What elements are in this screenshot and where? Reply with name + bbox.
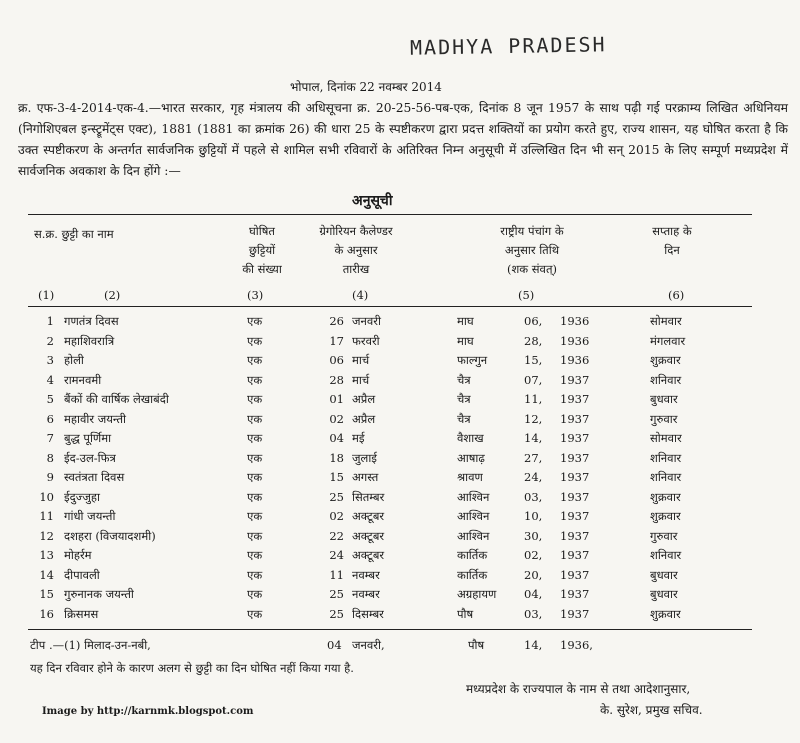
note-explanation: यह दिन रविवार होने के कारण अलग से छुट्टी का दिन घोषित नहीं किया गया है. <box>30 661 354 675</box>
table-row: 12 दशहरा (विजयादशमी) एक 22 अक्टूबर आश्विन 30, 1937 गुरुवार <box>39 528 678 543</box>
table-row: 15 गुरुनानक जयन्ती एक 25 नवम्बर अग्रहायण 04, 1937 बुधवार <box>39 587 678 601</box>
header-sn-name: स.क्र. छुट्टी का नाम <box>34 227 114 241</box>
note-saka-year: 1936, <box>560 638 593 652</box>
note-gregorian-day: 04 <box>327 638 342 652</box>
table-row: 1 गणतंत्र दिवस एक 26 जनवरी माघ 06, 1936 सोमवार <box>46 314 682 328</box>
table-row: 9 स्वतंत्रता दिवस एक 15 अगस्त श्रावण 24, 1937 शनिवार <box>46 470 682 484</box>
header-saka-date: राष्ट्रीय पंचांग के अनुसार तिथि (शक संवत्) <box>500 224 564 276</box>
column-number-2: (2) <box>104 288 121 302</box>
signature-authority: मध्यप्रदेश के राज्यपाल के नाम से तथा आदेशानुसार, <box>466 682 691 696</box>
signature-name: के. सुरेश, प्रमुख सचिव. <box>600 703 703 717</box>
dateline: भोपाल, दिनांक 22 नवम्बर 2014 <box>290 80 442 94</box>
table-row: 6 महावीर जयन्ती एक 02 अप्रैल चैत्र 12, 1937 गुरुवार <box>46 411 678 426</box>
note-saka-day: 14, <box>524 638 543 652</box>
header-weekday: सप्ताह के दिन <box>652 224 692 257</box>
table-row: 3 होली एक 06 मार्च फाल्गुन 15, 1936 शुक्रवार <box>46 353 681 367</box>
column-number-6: (6) <box>668 288 685 302</box>
notification-text: क्र. एफ-3-4-2014-एक-4.—भारत सरकार, गृह मंत्रालय की अधिसूचना क्र. 20-25-56-पब-एक, दिनांक 8 जून 1957 के साथ पढ़ी गई परक्राम्य लिखित अधिनियम (निगोशिएबल इन्स्ट्रूमेंट्स एक्ट), 1881 (1881 का क्रमांक 26) की धारा 25 के स्पष्टीकरण द्वारा प्रदत्त शक्तियों का प्रयोग करते हुए, राज्य शासन, यह घोषित करता है कि उक्त स्पष्टीकरण के अन्तर्गत सार्वजनिक छुट्टियों में पहले से शामिल सभी रविवारों के अतिरिक्त निम्न अनुसूची में उल्लिखित दिन भी सन् 2015 के लिए सम्पूर्ण मध्यप्रदेश में सार्वजनिक अवकाश के दिन होंगे :— <box>18 101 788 178</box>
image-credit: Image by http://karnmk.blogspot.com <box>42 706 254 717</box>
header-count: घोषित छुट्टियों की संख्या <box>242 224 282 276</box>
column-number-3: (3) <box>247 288 264 302</box>
table-top-rule <box>28 214 752 215</box>
table-row: 2 महाशिवरात्रि एक 17 फरवरी माघ 28, 1936 मंगलवार <box>46 333 686 348</box>
table-row: 14 दीपावली एक 11 नवम्बर कार्तिक 20, 1937 बुधवार <box>39 567 678 582</box>
column-number-1: (1) <box>38 288 55 302</box>
column-number-5: (5) <box>518 288 535 302</box>
column-number-4: (4) <box>352 288 369 302</box>
note-gregorian-month: जनवरी, <box>352 638 385 652</box>
table-row: 7 बुद्ध पूर्णिमा एक 04 मई वैशाख 14, 1937 सोमवार <box>46 431 682 445</box>
note-label: टीप .—(1) मिलाद-उन-नबी, <box>30 638 151 652</box>
header-bottom-rule <box>28 306 752 307</box>
table-row: 5 बैंकों की वार्षिक लेखाबंदी एक 01 अप्रैल चैत्र 11, 1937 बुधवार <box>46 392 678 406</box>
table-bottom-rule <box>28 629 752 630</box>
table-row: 11 गांधी जयन्ती एक 02 अक्टूबर आश्विन 10, 1937 शुक्रवार <box>39 509 681 523</box>
table-row: 8 ईद-उल-फित्र एक 18 जुलाई आषाढ़ 27, 1937 शनिवार <box>46 450 682 465</box>
table-row: 4 रामनवमी एक 28 मार्च चैत्र 07, 1937 शनिवार <box>46 372 682 387</box>
table-row: 10 ईदुज्जुहा एक 25 सितम्बर आश्विन 03, 1937 शुक्रवार <box>39 489 681 504</box>
header-gregorian-date: ग्रेगोरियन कैलेण्डर के अनुसार तारीख <box>319 224 393 276</box>
schedule-title: अनुसूची <box>352 193 393 209</box>
table-row: 16 क्रिसमस एक 25 दिसम्बर पौष 03, 1937 शुक्रवार <box>39 606 681 621</box>
handwritten-annotation: MADHYA PRADESH <box>409 32 607 60</box>
table-row: 13 मोहर्रम एक 24 अक्टूबर कार्तिक 02, 1937 शनिवार <box>39 548 682 562</box>
note-saka-month: पौष <box>468 638 485 652</box>
